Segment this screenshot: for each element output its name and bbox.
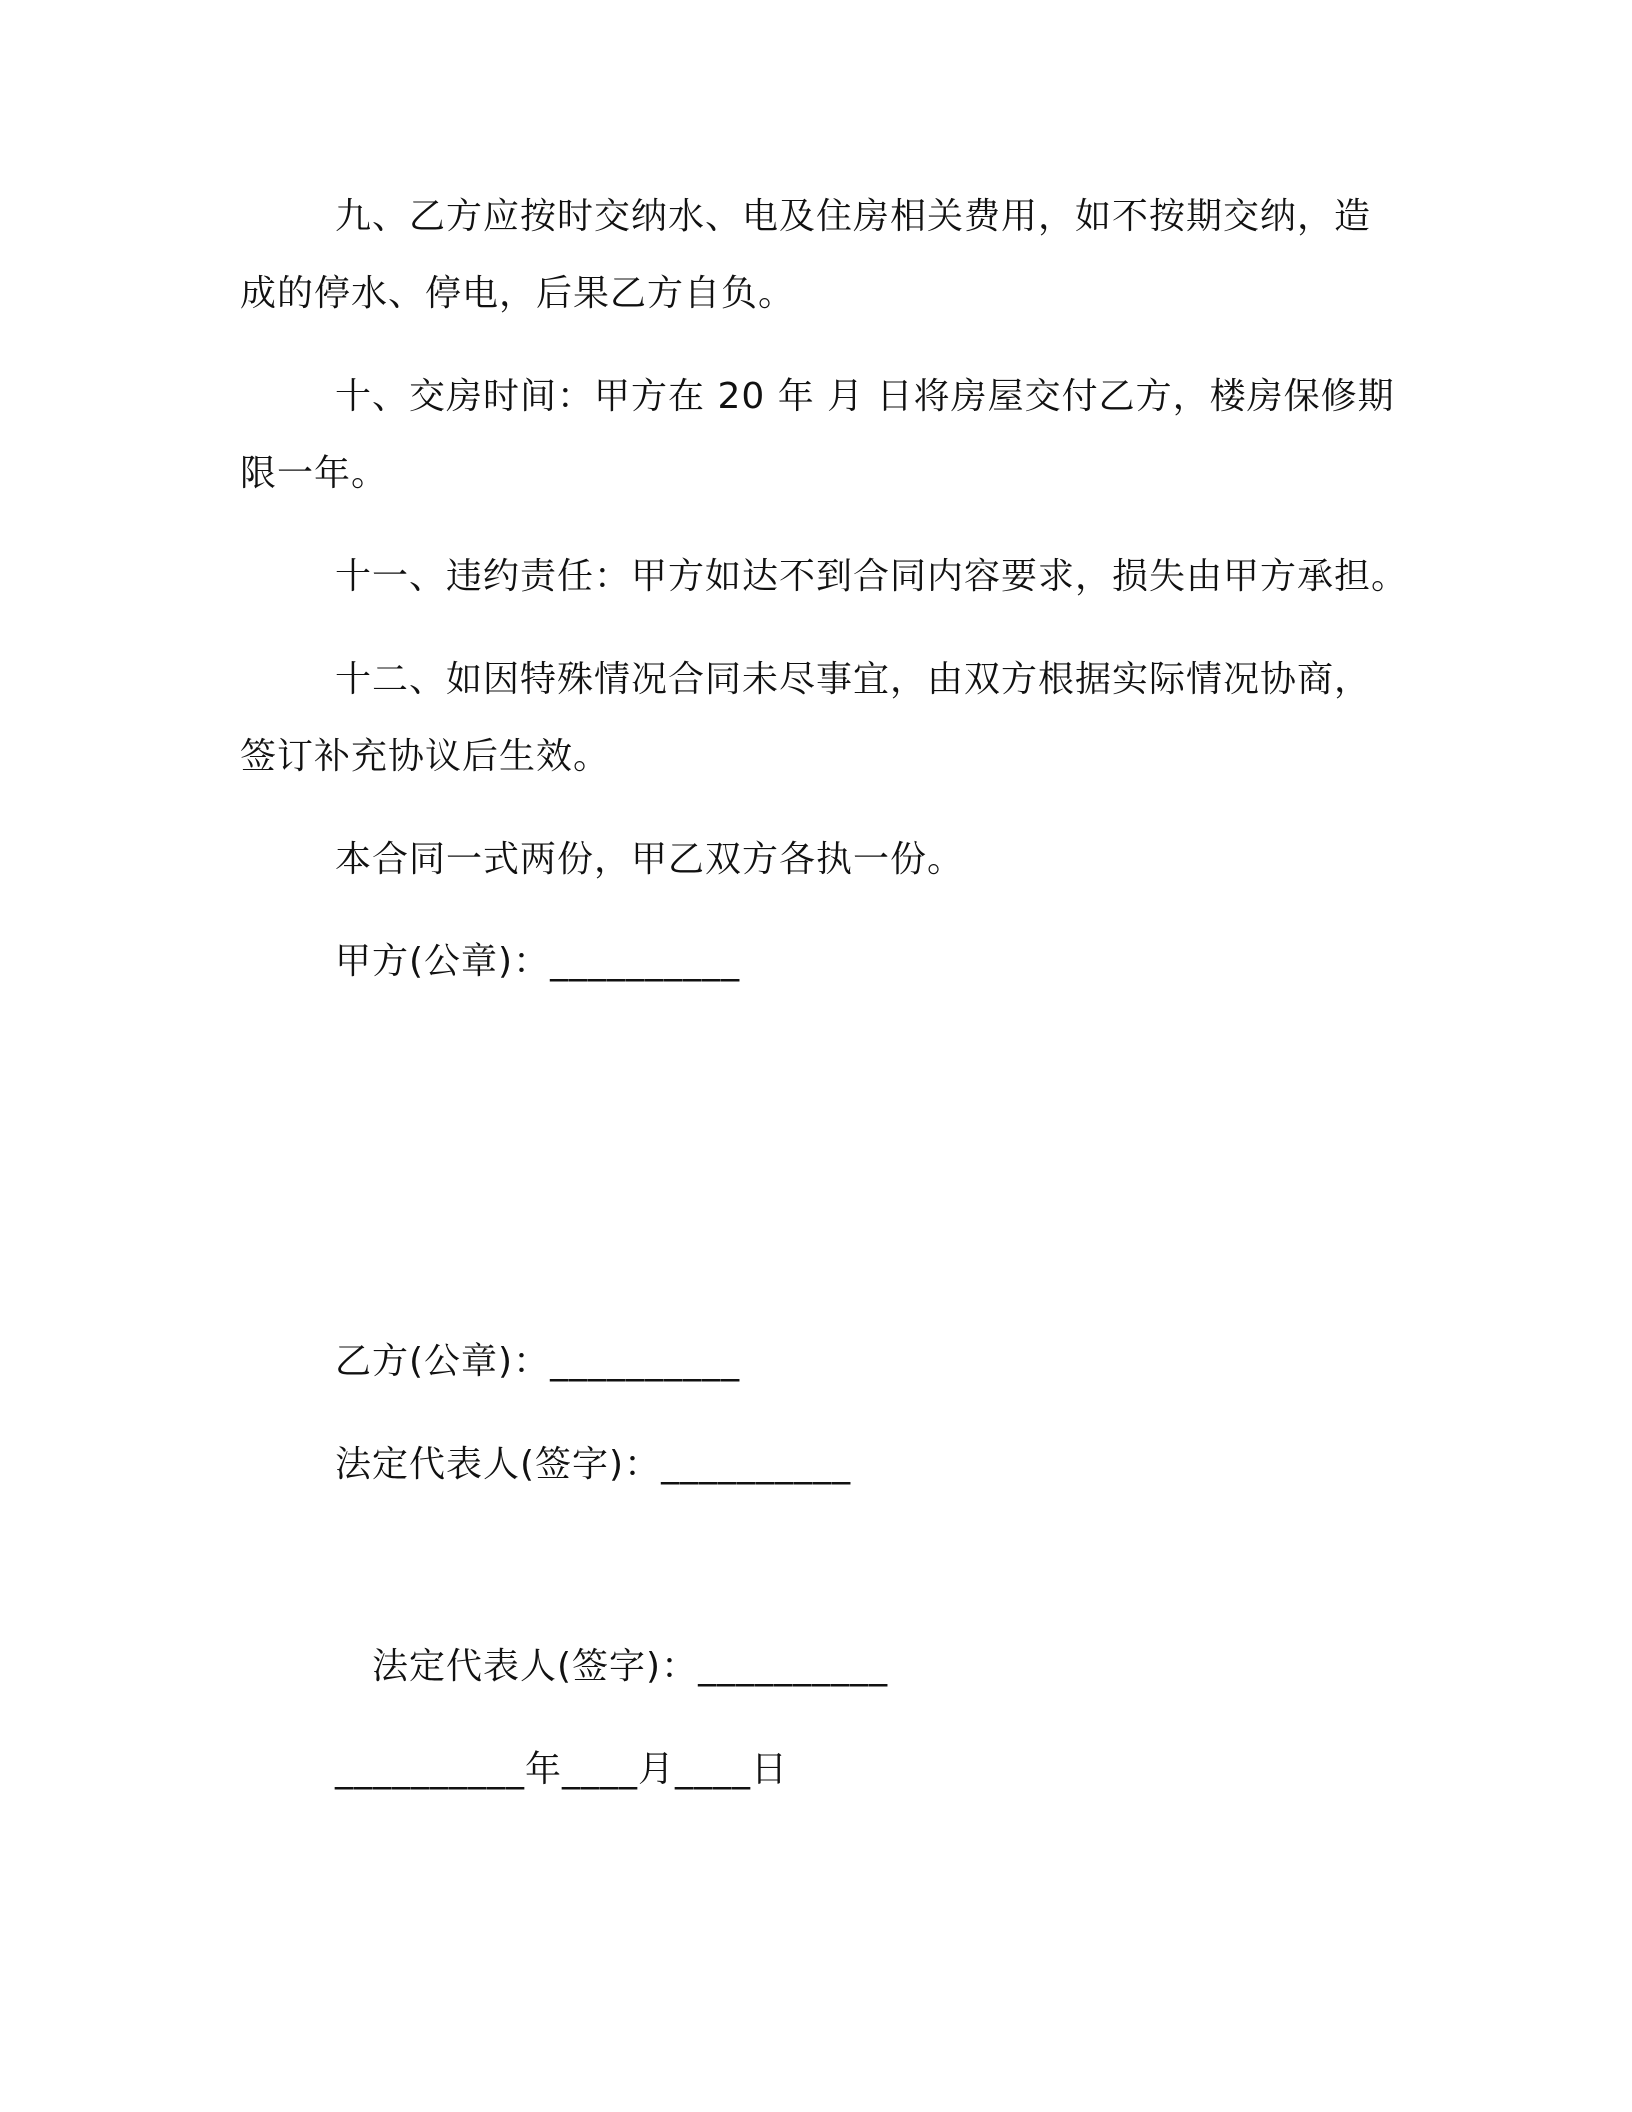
legal-representative-signature-field-2: 法定代表人(签字)：__________ <box>372 1646 889 1687</box>
legal-representative-signature-field-1: 法定代表人(签字)：__________ <box>335 1444 852 1485</box>
signature-date-field: __________年____月____日 <box>335 1749 788 1790</box>
clause-12-line-1: 十二、如因特殊情况合同未尽事宜，由双方根据实际情况协商， <box>335 659 1372 700</box>
clause-10-line-1: 十、交房时间：甲方在 20 年 月 日将房屋交付乙方，楼房保修期 <box>335 376 1395 417</box>
clause-12-line-2: 签订补充协议后生效。 <box>240 736 611 777</box>
clause-10-line-2: 限一年。 <box>240 453 389 494</box>
clause-9-line-2: 成的停水、停电，后果乙方自负。 <box>240 273 796 314</box>
clause-11-line-1: 十一、违约责任：甲方如达不到合同内容要求，损失由甲方承担。 <box>335 556 1409 597</box>
party-b-seal-field: 乙方(公章)：__________ <box>335 1341 741 1382</box>
party-a-seal-field: 甲方(公章)：__________ <box>335 941 741 982</box>
copies-line: 本合同一式两份，甲乙双方各执一份。 <box>335 839 965 880</box>
clause-9-line-1: 九、乙方应按时交纳水、电及住房相关费用，如不按期交纳，造 <box>335 196 1372 237</box>
